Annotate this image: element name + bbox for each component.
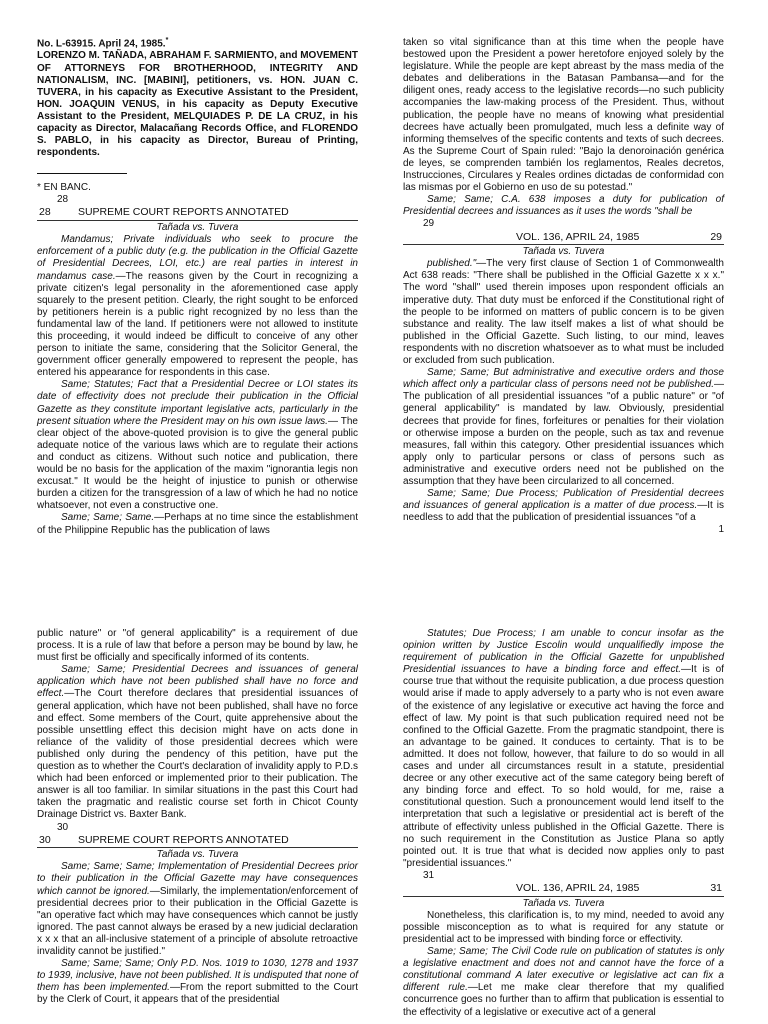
syllabus-body: —From the report submitted to the Court by the Clerk of Court, it appears that of the presidential [37, 982, 358, 1006]
header-title: VOL. 136, APRIL 24, 1985 [515, 881, 640, 894]
syllabus-paragraph [403, 946, 724, 1019]
syllabus-body: —The reasons given by the Court in recognizing a private citizen's legal personality in the aforementioned case apply squarely to the present petition. Clearly, the right sought to be enforced by petitioners herein is a public right recognized by no less than the fundamental law of the land. If petitioners were not allowed to institute this proceeding, it would indeed be difficult to conceive of any other person to initiate the same, considering that the Solicitor General, the government officer generally empowered to represent the people, has entered his appearance for respondents in this case. [37, 270, 358, 379]
syllabus-lead: Same; Same; Same; Implementation of Presidential Decrees prior to their publication in the Official Gazette may have consequences which cannot be ignored. [37, 861, 358, 897]
body-paragraph: Nonetheless, this clarification is, to my mind, needed to avoid any possible misconception as to what is required for any statute or presidential act to be impressed with binding force or effectivity. [403, 909, 724, 945]
syllabus-body: — The clear object of the above-quoted provision is to give the general public adequate notice of the various laws which are to regulate their actions and conduct as citizens. Without such notice and publication, there would be no basis for the application of the maxim "ignorantia legis non excusat." It would be the height of injustice to punish or otherwise burden a citizen for the transgression of a law of which he had no notice whatsoever, not even a constructive one. [37, 415, 358, 512]
body-text: public nature" or "of general applicability" is a requirement of due process. It is a rule of law that before a person may be bound by law, he must first be officially and specifically informed of its contents. [37, 628, 358, 664]
syllabus-lead: Same; Same; Same. [61, 512, 155, 524]
running-header [403, 231, 724, 244]
body-text: taken so vital significance than at this time when the people have bestowed upon the President a power heretofore enjoyed solely by the legislature. While the people are kept abreast by the mass media of the debates and deliberations in the Batasan Pambansa—and for the diligent ones, ready access to the legislative records—no such publicity accompanies the law-making process of the President. Thus, without publication, the people have no means of knowing what presidential decrees have actually been promulgated, much less a definite way of informing themselves of the specific contents and texts of such decrees. As the Supreme Court of Spain ruled: "Bajo la denoroinación genérica de leyes, se comprenden también los reglamentos, Reales decretos, Instrucciones, Circulares y Reales ordines dictadas de conformidad con las mismas por el Gobierno en uso de su potestad." [403, 37, 724, 194]
syllabus-body: —The very first clause of Section 1 of Commonwealth Act 638 reads: "There shall be published in the Official Gazette x x x." The word "shall" used therein imposes upon respondent officials an imperative duty. That duty must be enforced if the Constitutional right of the people to be informed on matters of public concern is to be given substance and reality. The law itself makes a list of what should be published in the Official Gazette. Such listing, to our mind, leaves respondents with no discretion whatsoever as to what must be included or excluded from such publication. [403, 258, 724, 367]
sheet-number: 1 [718, 524, 724, 536]
header-rule [403, 896, 724, 897]
syllabus-body: —Similarly, the implementation/enforcement of presidential decrees prior to their publication in the Official Gazette is "an operative fact which may have consequences which cannot be justly ignored. The past cannot always be erased by a new judicial declaration x x x that an all-inclusive statement of a principle of absolute retroactive invalidity cannot be justified." [37, 885, 358, 958]
syllabus-paragraph [403, 367, 724, 488]
syllabus-body: —Let me make clear therefore that my qualified concurrence goes no further than to affirm that publication is essential to the effectivity of a legislative or executive act of a general [403, 982, 725, 1018]
syllabus-lead: Same; Same; The Civil Code rule on publication of statutes is only a legislative enactment and does not and cannot have the force of a constitutional command A later executive or legislative act can fix a different rule. [403, 946, 724, 994]
syllabus-paragraph [37, 379, 358, 512]
syllabus-paragraph [37, 234, 358, 379]
syllabus-lead: Same; Same; Same; Only P.D. Nos. 1019 to 1030, 1278 and 1937 to 1939, inclusive, have not been published. It is undisputed that none of them has been implemented. [37, 958, 358, 994]
page-number: 31 [423, 869, 435, 881]
case-number: No. L-63915. April 24, 1985.* [37, 37, 169, 50]
syllabus-lead: Same; Statutes; Fact that a Presidential Decree or LOI states its date of effectivity does not preclude their publication in the Official Gazette as they constitute important legislative acts, particularly in the present situation where the President may on his own issue laws. [37, 379, 358, 427]
syllabus-lead: Statutes; Due Process; I am unable to concur insofar as the opinion written by Justice Escolin would unqualifiedly impose the requirement of publication in the Official Gazette for unpublished Presidential issuances to have a binding force and effect. [403, 628, 724, 676]
syllabus-lead: Same; Same; Due Process; Publication of Presidential decrees and issuances of general application is a matter of due process. [403, 488, 724, 512]
footnote: * EN BANC. [37, 182, 91, 194]
case-subheader: Tañada vs. Tuvera [522, 897, 605, 909]
running-header [37, 834, 358, 847]
syllabus-paragraph [37, 664, 358, 821]
syllabus-paragraph [403, 258, 724, 367]
page-number: 28 [57, 194, 69, 206]
header-page-number: 30 [39, 833, 51, 846]
header-rule [37, 847, 358, 848]
case-subheader: Tañada vs. Tuvera [522, 246, 605, 258]
header-title: SUPREME COURT REPORTS ANNOTATED [77, 833, 289, 846]
syllabus-body: —Perhaps at no time since the establishment of the Philippine Republic has the publication of laws [37, 512, 358, 536]
page1-left-column [37, 37, 358, 537]
syllabus-paragraph [403, 488, 724, 524]
syllabus-paragraph [403, 194, 724, 218]
header-rule [403, 244, 724, 245]
page2-left-column [37, 628, 358, 1007]
page-number: 30 [57, 821, 69, 833]
header-title: SUPREME COURT REPORTS ANNOTATED [77, 206, 289, 219]
header-page-number: 29 [710, 230, 722, 243]
syllabus-lead: Same; Same; But administrative and executive orders and those which affect only a particular class of persons need not be published. [403, 367, 724, 391]
page-number: 29 [423, 218, 435, 230]
syllabus-lead: Same; Same; Presidential Decrees and issuances of general application which have not been published shall have no force and effect. [37, 664, 358, 700]
syllabus-body: —It is needless to add that the publication of presidential issuances "of a [403, 500, 724, 524]
case-subheader: Tañada vs. Tuvera [156, 849, 239, 861]
syllabus-paragraph [403, 628, 724, 870]
syllabus-paragraph [37, 512, 358, 536]
syllabus-body: —The Court therefore declares that presidential issuances of general application, which have not been published, shall have no force and effect. Some members of the Court, quite apprehensive about the possible unsettling effect this decision might have on acts done in reliance of the validity of those presidential decrees which were published only during the pendency of this petition, have put the question as to whether the Court's declaration of invalidity apply to P.D.s which had been enforced or implemented prior to their publication. The answer is all too familiar. In similar situations in the past this Court had taken the pragmatic and realistic course set forth in Chicot County Drainage District vs. Baxter Bank. [37, 688, 358, 821]
syllabus-body: —It is of course true that without the requisite publication, a due process question would arise if made to apply adversely to a party who is not even aware of the existence of any legislative or executive act having the force and effect of law. My point is that such publication required need not be confined to the Official Gazette. From the pragmatic standpoint, there is an advantage to be gained. It conduces to certainty. That is to be admitted. It does not follow, however, that failure to do so would in all cases and under all circumstances result in a statute, presidential decree or any other executive act of the same category being bereft of any binding force and effect. To so hold would, for me, raise a constitutional question. Such a pronouncement would lend itself to the interpretation that such a legislative or presidential act is bereft of the attribute of effectivity unless published in the Official Gazette. There is no such requirement in the Constitution as Justice Plana so aptly pointed out. It is true that what is decided now applies only to past "presidential issuances." [403, 664, 724, 869]
header-rule [37, 220, 358, 221]
case-number-footnote-mark: * [165, 37, 169, 44]
page2-right-column [403, 628, 724, 1019]
syllabus-lead: published." [427, 258, 477, 270]
syllabus-lead: Mandamus; Private individuals who seek to procure the enforcement of a public duty (e.g. the publication in the Official Gazette of Presidential Decrees, LOI, etc.) are real parties in interest in mandamus case. [37, 234, 358, 282]
syllabus-paragraph [37, 958, 358, 1006]
case-subheader: Tañada vs. Tuvera [156, 222, 239, 234]
footnote-separator [37, 173, 127, 174]
header-page-number: 28 [39, 206, 51, 219]
page1-right-column [403, 37, 724, 536]
syllabus-lead: Same; Same; C.A. 638 imposes a duty for publication of Presidential decrees and issuances as it uses the words "shall be [403, 194, 724, 218]
case-caption: LORENZO M. TAÑADA, ABRAHAM F. SARMIENTO, and MOVEMENT OF ATTORNEYS FOR BROTHERHOOD, INTEGRITY AND NATIONALISM, INC. [MABINI], petitioners, vs. HON. JUAN C. TUVERA, in his capacity as Executive Assistant to the President, HON. JOAQUIN VENUS, in his capacity as Deputy Executive Assistant to the President, MELQUIADES P. DE LA CRUZ, in his capacity as Director, Malacañang Records Office, and FLORENDO S. PABLO, in his capacity as Director, Bureau of Printing, respondents. [37, 50, 358, 159]
header-page-number: 31 [710, 881, 722, 894]
syllabus-body: —The publication of all presidential issuances "of a public nature" or "of general applicability" is mandated by law. Obviously, presidential decrees that provide for fines, forfeitures or penalties for their violation or otherwise impose a burden on the people, such as tax and revenue measures, fall within this category. Other presidential issuances which apply only to particular persons or class of persons such as administrative and executive orders need not be published on the assumption that they have been circularized to all concerned. [403, 379, 724, 487]
running-header [37, 206, 358, 219]
header-title: VOL. 136, APRIL 24, 1985 [515, 230, 640, 243]
running-header [403, 882, 724, 895]
syllabus-paragraph [37, 861, 358, 958]
